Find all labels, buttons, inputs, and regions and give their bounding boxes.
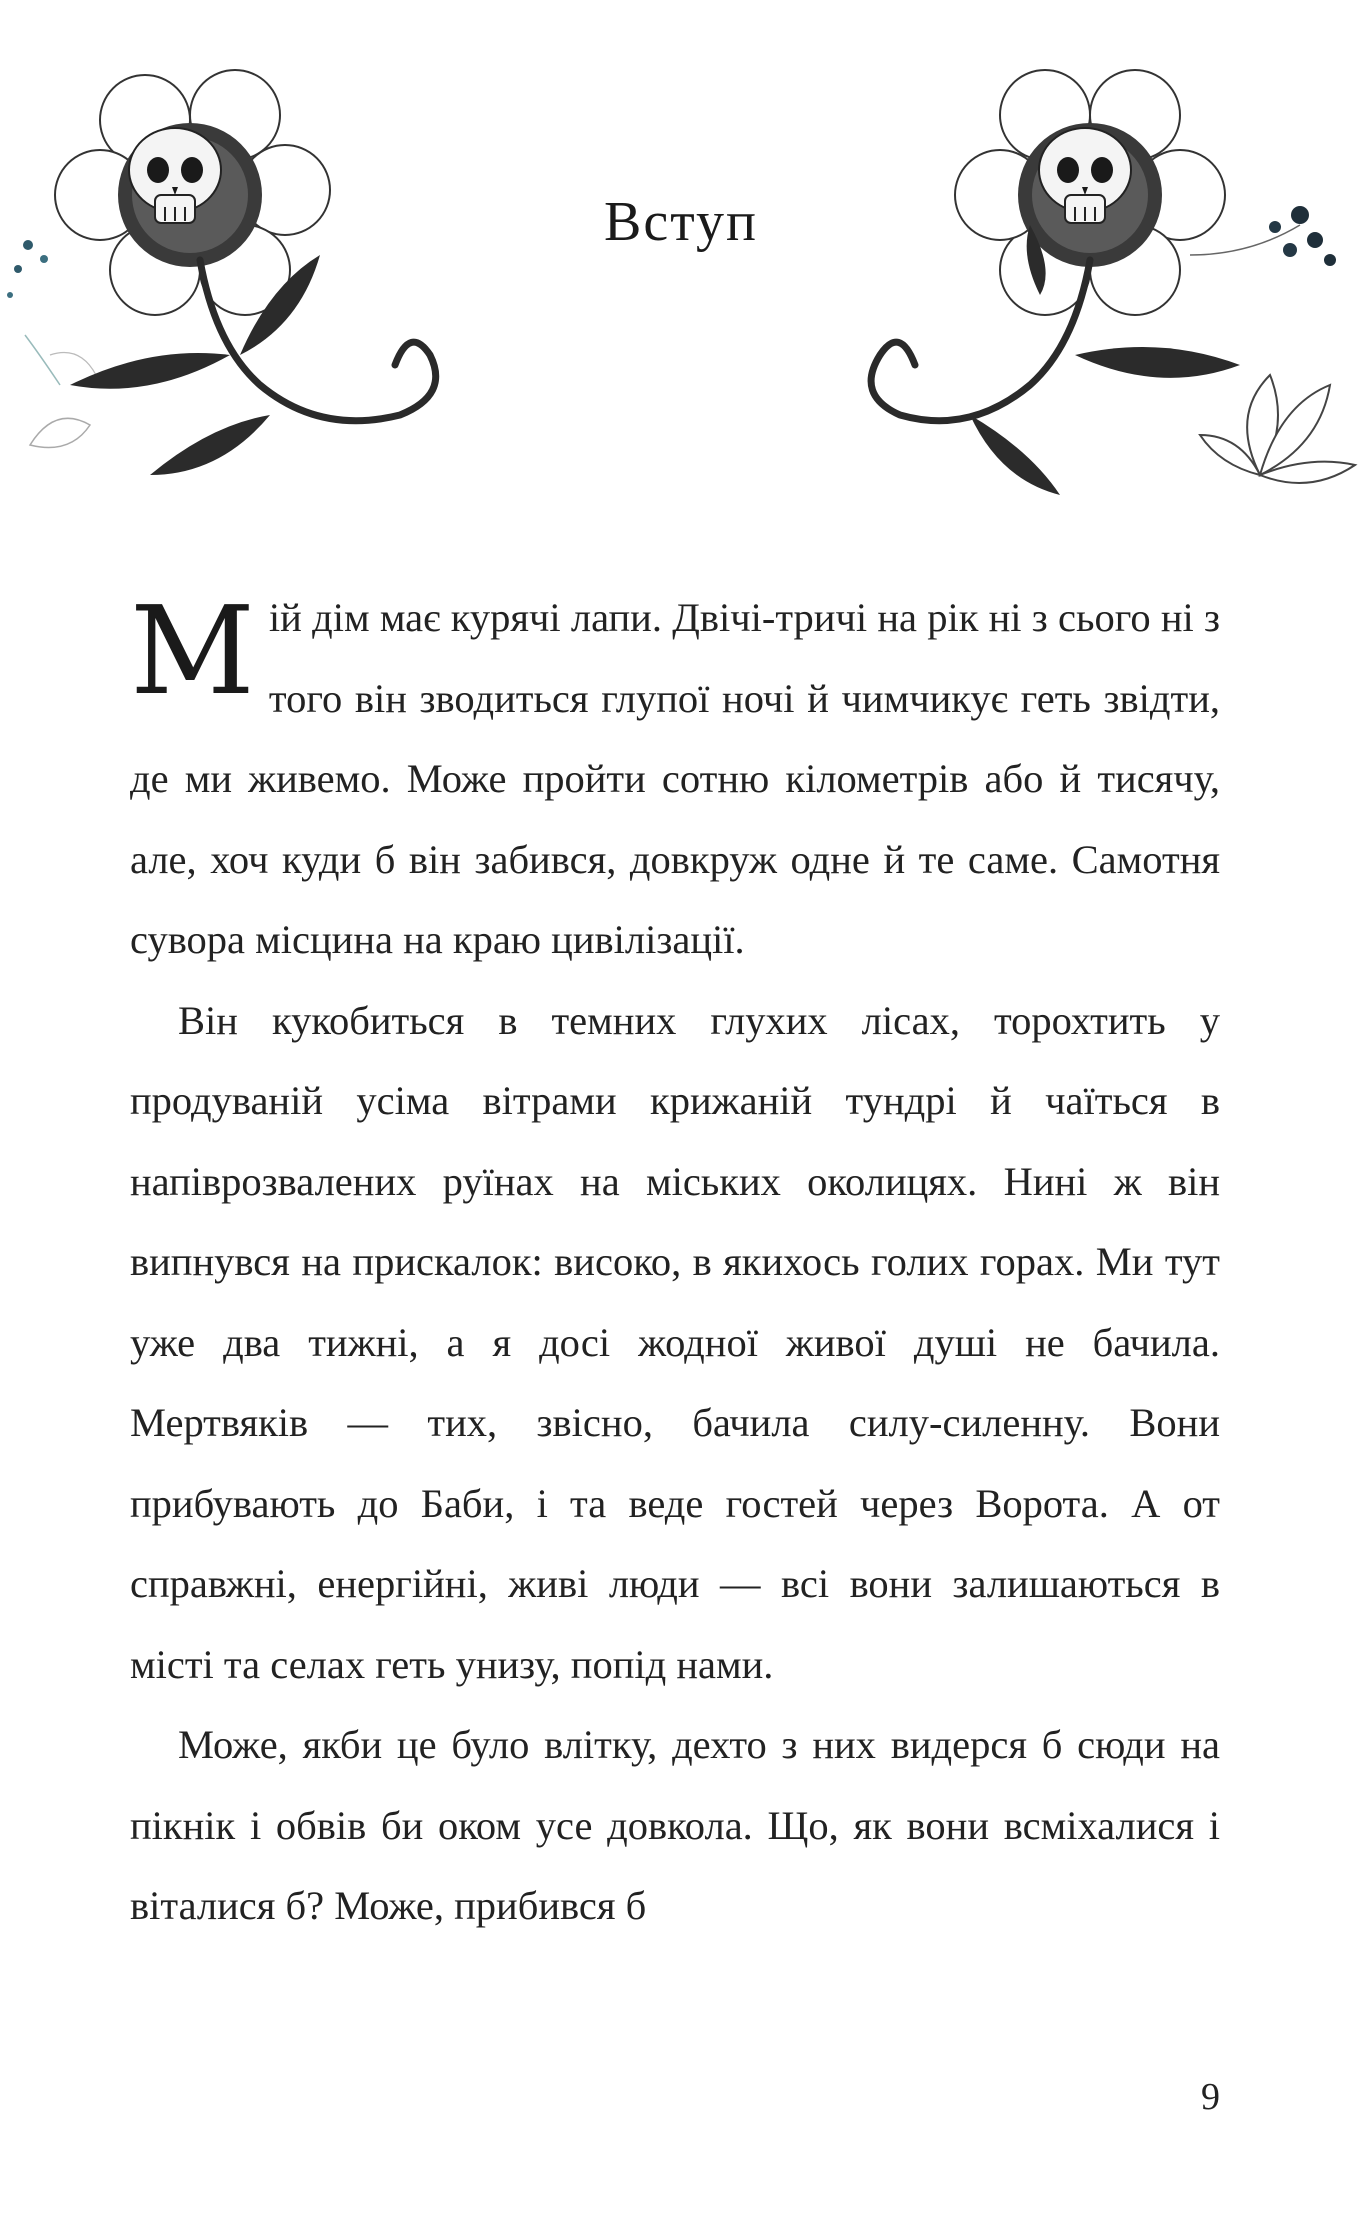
paragraph-1 (130, 578, 1220, 981)
paragraph-text: ій дім має курячі лапи. Двічі-тричі на рік ні з сього ні з того він зводиться глупої ночі й чимчикує геть звідти, де ми живемо. Може пройти сотню кілометрів або й тисячу, але, хоч куди б він забився, довкруж одне й те саме. Самотня сувора місцина на краю цивілізації. (130, 595, 1220, 962)
page-number: 9 (1201, 2076, 1220, 2118)
chapter-body-text (130, 578, 1220, 1947)
bluebell-sprig-icon (7, 240, 96, 448)
skull-flower-ornament-left (0, 55, 470, 525)
paragraph-2: Він кукобиться в темних глухих лісах, торохтить у продуваній усіма вітрами крижаній тундрі й чаїться в напіврозвалених руїнах на міських околицях. Нині ж він випнувся на прискалок: високо, в якихось голих горах. Ми тут уже два тижні, а я досі жодної живої душі не бачила. Мертвяків — тих, звісно, бачила силу-силенну. Вони прибувають до Баби, і та веде гостей через Ворота. А от справжні, енергійні, живі люди — всі вони залишаються в місті та селах геть унизу, попід нами. (130, 997, 1220, 1687)
paragraph-3: Може, якби це було влітку, дехто з них видерся б сюди на пікнік і обвів би оком усе довкола. Що, як вони всміхалися і віталися б? Може, прибився б (130, 1722, 1220, 1928)
chapter-title: Вступ (604, 191, 758, 253)
drop-cap-letter: М (130, 580, 255, 722)
skull-flower-ornament-right (860, 55, 1362, 525)
white-leaf-flower-icon (1200, 375, 1355, 483)
